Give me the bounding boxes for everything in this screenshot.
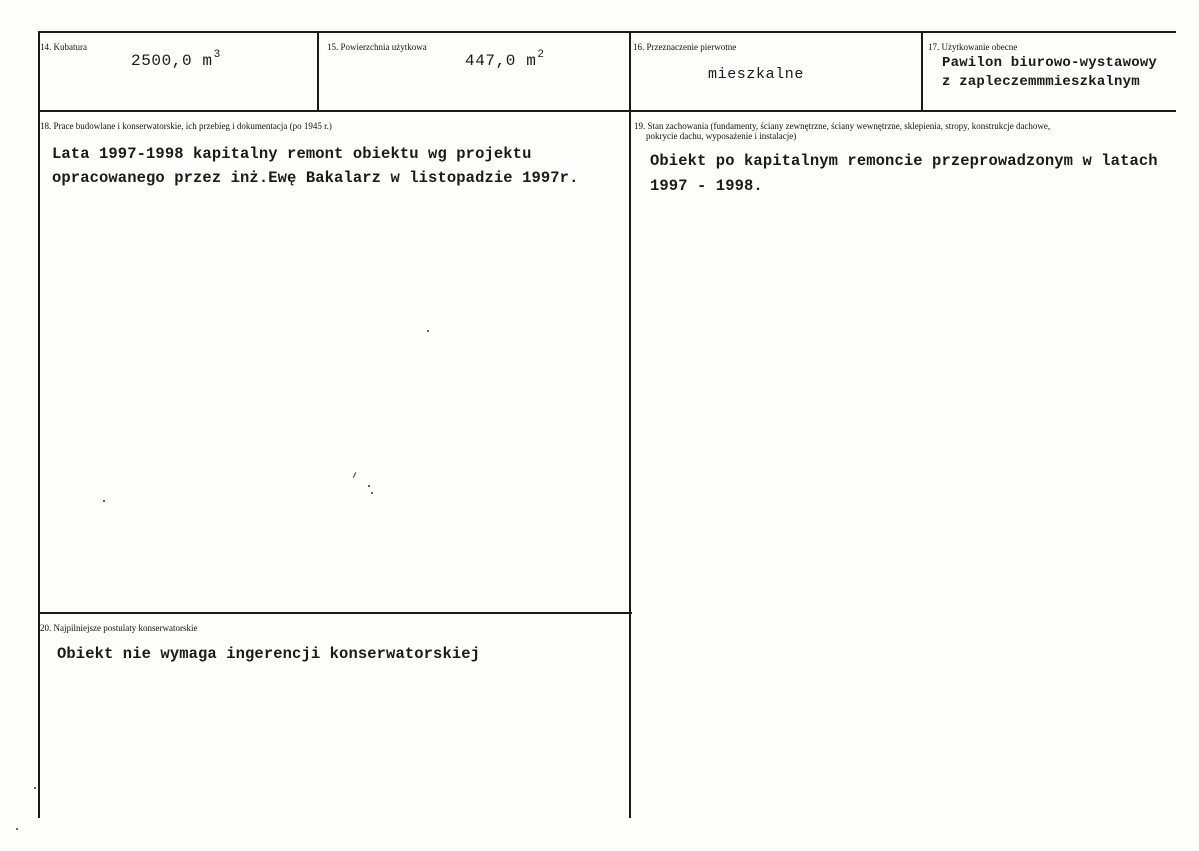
center-divider-line <box>629 31 631 818</box>
field-14-value <box>131 49 221 70</box>
field-14-label: 14. Kubatura <box>40 42 87 52</box>
field-19-label <box>634 121 1050 141</box>
field-19-value-line-1: Obiekt po kapitalnym remoncie przeprowadzonym w latach <box>650 152 1158 170</box>
field-19-label-line-2: pokrycie dachu, wyposażenie i instalacje) <box>646 131 797 141</box>
field-15-value-text: 447,0 m <box>465 52 537 70</box>
field-15-unit-exponent: 2 <box>537 49 545 61</box>
field-17-value-line-2: z zapleczemmmieszkalnym <box>942 74 1140 90</box>
field-16-label: 16. Przeznaczenie pierwotne <box>633 42 737 52</box>
field-18-value-line-1: Lata 1997-1998 kapitalny remont obiektu wg projektu <box>52 145 532 163</box>
field-19-value <box>650 149 1158 199</box>
field-20-value: Obiekt nie wymaga ingerencji konserwatorskiej <box>57 645 481 663</box>
field-18-value <box>52 142 578 190</box>
field-17-value-line-1: Pawilon biurowo-wystawowy <box>942 55 1158 71</box>
field-19-value-line-2: 1997 - 1998. <box>650 177 763 195</box>
scan-speck <box>368 485 370 487</box>
divider-16-17 <box>921 31 923 112</box>
scan-speck <box>16 828 18 830</box>
field-14-value-text: 2500,0 m <box>131 52 213 70</box>
scan-speck <box>103 500 105 502</box>
scan-speck <box>371 492 373 494</box>
top-border-line <box>38 31 1176 33</box>
divider-14-15 <box>317 31 319 112</box>
field-15-value <box>465 49 545 70</box>
field-18-label: 18. Prace budowlane i konserwatorskie, ich przebieg i dokumentacja (po 1945 r.) <box>40 121 332 131</box>
section-20-top-line <box>38 612 632 614</box>
field-15-label: 15. Powierzchnia użytkowa <box>327 42 427 52</box>
row-divider-line <box>38 110 1176 112</box>
field-16-value: mieszkalne <box>708 66 805 83</box>
field-14-unit-exponent: 3 <box>213 49 221 61</box>
left-border-line <box>38 31 40 818</box>
field-17-value <box>942 54 1157 92</box>
field-18-value-line-2: opracowanego przez inż.Ewę Bakalarz w listopadzie 1997r. <box>52 169 579 187</box>
field-17-label: 17. Użytkowanie obecne <box>928 42 1018 52</box>
field-19-label-line-1: 19. Stan zachowania (fundamenty, ściany zewnętrzne, ściany wewnętrzne, sklepienia, stropy, konstrukcje dachowe, <box>634 121 1051 131</box>
scan-speck <box>34 787 36 789</box>
scan-speck <box>427 330 429 332</box>
scan-speck <box>353 472 356 478</box>
field-20-label: 20. Najpilniejsze postulaty konserwatorskie <box>40 623 198 633</box>
